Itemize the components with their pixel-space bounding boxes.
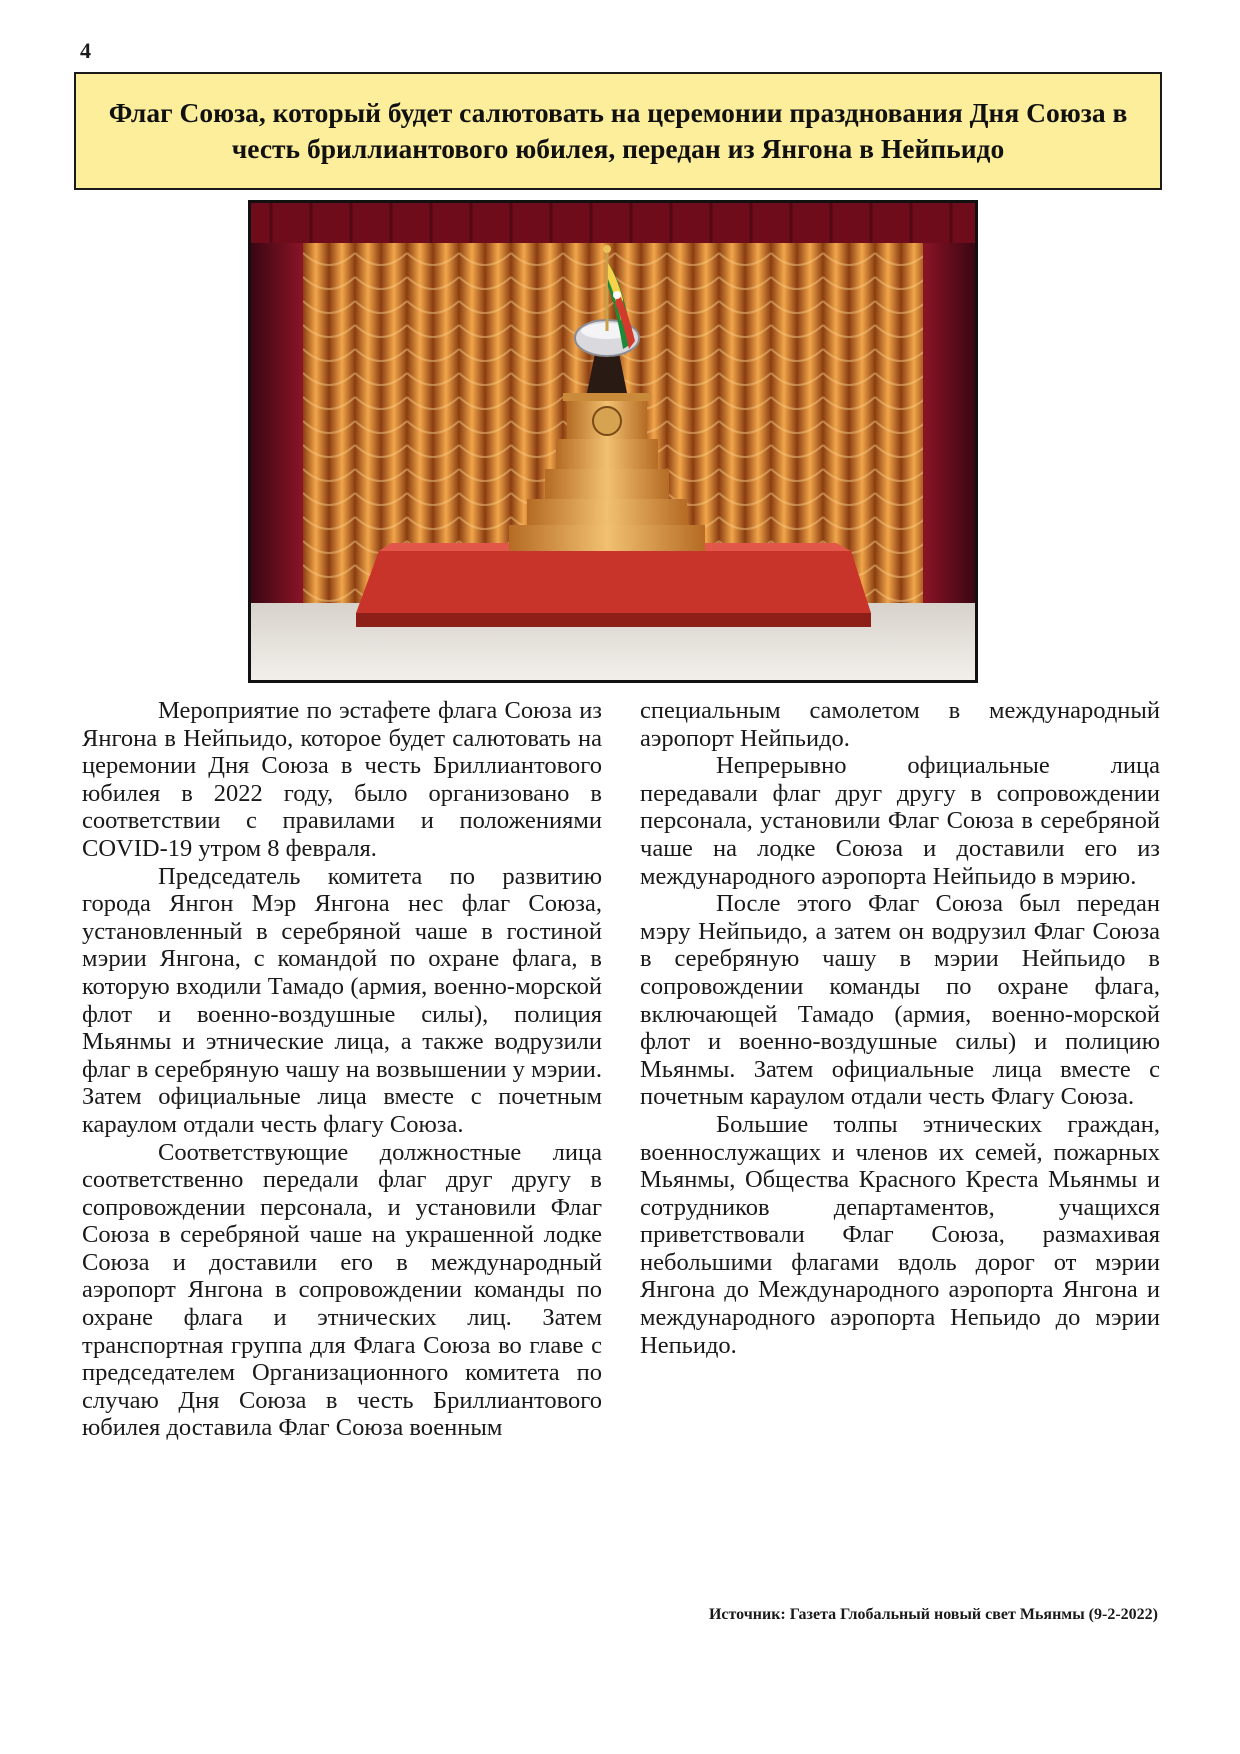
article-paragraph: Соответствующие должностные лица соответственно передали флаг друг другу в сопровождении персонала, и установили Флаг Союза в серебряной чаше на украшенной лодке Союза и доставили его в международный аэропорт Янгона в сопровождении команды по охране флага и этнических лиц. Затем транспортная группа для Флага Союза во главе с председателем Организационного комитета по случаю Дня Союза в честь Бриллиантового юбилея доставила Флаг Союза военным [82, 1138, 602, 1442]
state-emblem-icon [593, 407, 621, 435]
curtain-valance [251, 203, 975, 243]
article-paragraph: После этого Флаг Союза был передан мэру Нейпьидо, а затем он водрузил Флаг Союза в серебряную чашу в мэрии Нейпьидо в сопровождении команды по охране флага, включающей Тамадо (армия, военно-морской флот и военно-воздушные силы) и полицию Мьянмы. Затем официальные лица вместе с почетным караулом отдали честь Флагу Союза. [640, 890, 1160, 1111]
article-paragraph: Большие толпы этнических граждан, военнослужащих и членов их семей, пожарных Мьянмы, Общества Красного Креста Мьянмы и сотрудников департаментов, учащихся приветствовали Флаг Союза, размахивая небольшими флагами вдоль дорог от мэрии Янгона до Международного аэропорта Янгона и международного аэропорта Непьидо до мэрии Непьидо. [640, 1110, 1160, 1359]
article-paragraph: Непрерывно официальные лица передавали флаг друг другу в сопровождении персонала, установили Флаг Союза в серебряной чаше на лодке Союза и доставили его из международного аэропорта Нейпьидо в мэрию. [640, 752, 1160, 890]
article-photo [248, 200, 978, 683]
source-credit: Источник: Газета Глобальный новый свет Мьянмы (9-2-2022) [708, 1606, 1158, 1623]
article-paragraph-continuation: специальным самолетом в международный аэропорт Нейпьидо. [640, 697, 1160, 752]
article-left-column [82, 697, 602, 1442]
article-paragraph: Мероприятие по эстафете флага Союза из Янгона в Нейпьидо, которое будет салютовать на церемонии Дня Союза в честь Бриллиантового юбилея в 2022 году, было организовано в соответствии с правилами и положениями COVID-19 утром 8 февраля. [82, 697, 602, 862]
left-red-curtain [251, 203, 303, 623]
article-right-column [640, 697, 1160, 1359]
red-platform [356, 551, 871, 613]
headline: Флаг Союза, который будет салютовать на церемонии празднования Дня Союза в честь бриллиантового юбилея, передан из Янгона в Нейпьидо [108, 97, 1128, 164]
pedestal-base [509, 525, 705, 551]
stage-flag-illustration [251, 203, 975, 680]
article-paragraph: Председатель комитета по развитию города Янгон Мэр Янгона нес флаг Союза, установленный в серебряной чаше в гостиной мэрии Янгона, с командой по охране флага, в которую входили Тамадо (армия, военно-морской флот и военно-воздушные силы), полиция Мьянмы и этнические лица, а также водрузили флаг в серебряную чашу на возвышении у мэрии. Затем официальные лица вместе с почетным караулом отдали честь флагу Союза. [82, 862, 602, 1138]
headline-box [74, 72, 1162, 190]
page-number: 4 [80, 38, 91, 63]
right-red-curtain [923, 203, 975, 623]
